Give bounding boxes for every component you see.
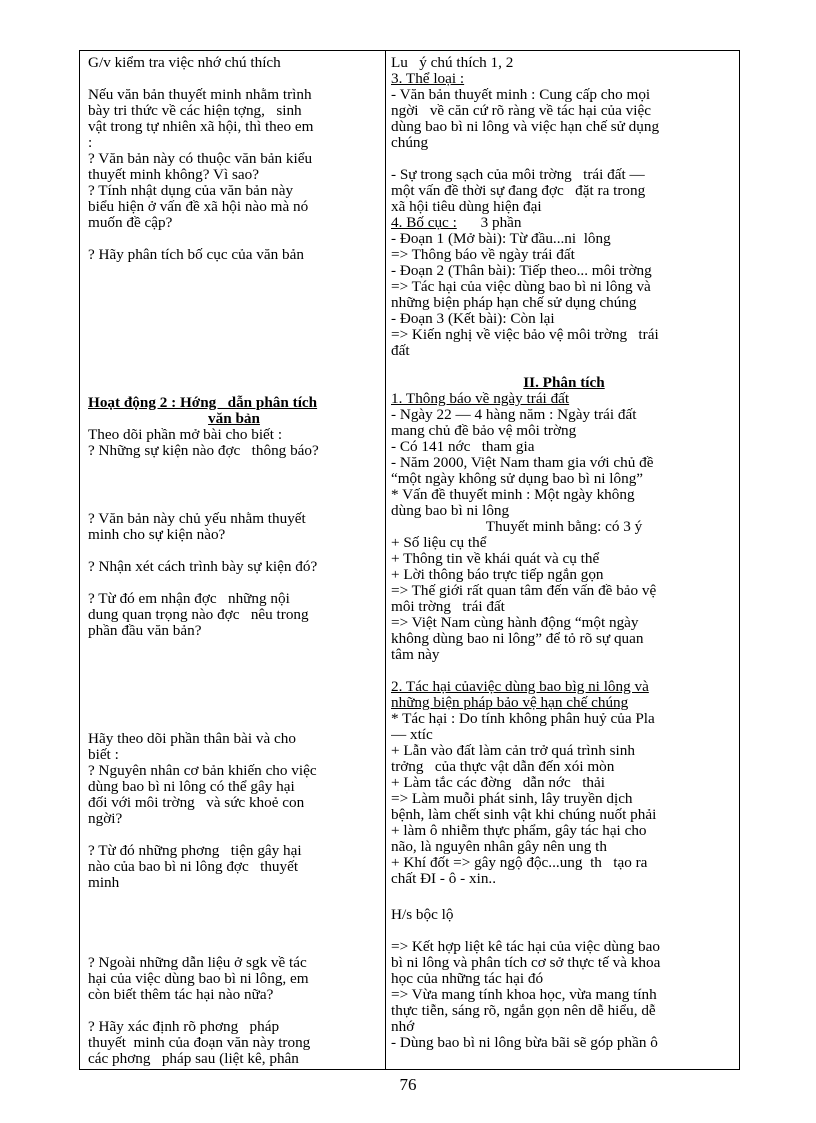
content-line: - Đoạn 2 (Thân bài): Tiếp theo... môi trờng	[391, 262, 652, 279]
teacher-question-line: ? Tính nhật dụng của văn bản này	[88, 182, 294, 199]
content-line: - Dùng bao bì ni lông bừa bãi sẽ góp phần ô	[391, 1034, 658, 1051]
content-line: => Thông báo về ngày trái đất	[391, 246, 575, 263]
content-line: - Năm 2000, Việt Nam tham gia với chủ đề	[391, 454, 654, 471]
content-line: + làm ô nhiễm thực phẩm, gây tác hại cho	[391, 822, 647, 839]
content-line: - Văn bản thuyết minh : Cung cấp cho mọi	[391, 86, 651, 103]
content-line: => Việt Nam cùng hành động “một ngày	[391, 614, 639, 631]
teacher-question-line: ? Từ đó những phơng tiện gây hại	[88, 842, 302, 859]
teacher-question-line: minh	[88, 874, 120, 891]
teacher-question-line: thuyết minh của đoạn văn này trong	[88, 1034, 311, 1051]
content-line: dùng bao bì ni lông	[391, 502, 510, 519]
content-line: => Tác hại của việc dùng bao bì ni lông và	[391, 278, 651, 295]
teacher-question-line: ngời?	[88, 810, 123, 827]
content-line: => Làm muỗi phát sinh, lây truyền dịch	[391, 790, 633, 807]
content-line: 4. Bố cục :	[391, 214, 457, 231]
teacher-question-line: Hãy theo dõi phần thân bài và cho	[88, 730, 296, 747]
content-line: dùng bao bì ni lông và việc hạn chế sử dụng	[391, 118, 660, 135]
teacher-question-line: ? Từ đó em nhận đợc những nội	[88, 590, 290, 607]
teacher-question-line: thuyết minh không? Vì sao?	[88, 166, 259, 183]
content-line: 2. Tác hại củaviệc dùng bao bìg ni lông và	[391, 678, 649, 695]
content-line: “một ngày không sử dụng bao bì ni lông”	[391, 470, 644, 487]
content-line: Lu ý chú thích 1, 2	[391, 54, 514, 71]
content-line: Thuyết minh bằng: có 3 ý	[485, 518, 643, 535]
content-line: - Ngày 22 — 4 hàng năm : Ngày trái đất	[391, 406, 637, 423]
content-line: + Lẫn vào đất làm cản trở quá trình sinh	[391, 742, 635, 759]
teacher-question-line: dung quan trọng nào đợc nêu trong	[88, 606, 309, 623]
content-line: tâm này	[391, 646, 440, 663]
content-line: xã hội tiêu dùng hiện đại	[391, 198, 542, 215]
content-line: bệnh, làm chết sinh vật khi chúng nuốt phải	[391, 806, 657, 823]
content-line: mang chủ đề bảo vệ môi trờng	[391, 422, 577, 439]
content-line: chất ĐI - ô - xin..	[391, 870, 497, 887]
teacher-question-line: hại của việc dùng bao bì ni lông, em	[88, 970, 309, 987]
teacher-question-line: ? Những sự kiện nào đợc thông báo?	[88, 442, 319, 459]
teacher-question-line: đối với môi trờng và sức khoẻ con	[88, 794, 305, 811]
teacher-question-line: ? Văn bản này có thuộc văn bản kiểu	[88, 150, 313, 167]
teacher-question-line: văn bản	[208, 410, 260, 427]
teacher-question-line: biểu hiện ở vấn đề xã hội nào mà nó	[88, 198, 309, 215]
teacher-question-line: minh cho sự kiện nào?	[88, 526, 226, 543]
teacher-question-line: ? Hãy xác định rõ phơng pháp	[88, 1018, 280, 1035]
teacher-question-line: Theo dõi phần mở bài cho biết :	[88, 426, 283, 443]
content-line: H/s bộc lộ	[391, 906, 454, 923]
content-line: - Sự trong sạch của môi trờng trái đất —	[391, 166, 645, 183]
page-number: 76	[399, 1075, 417, 1094]
lesson-content-column	[391, 51, 737, 1069]
teacher-question-line: vật trong tự nhiên xã hội, thì theo em	[88, 118, 314, 135]
content-line: - Có 141 nớc tham gia	[391, 438, 535, 455]
content-line: nhớ	[391, 1018, 415, 1035]
content-line: đất	[391, 342, 410, 359]
teacher-question-line: Nếu văn bản thuyết minh nhằm trình	[88, 86, 312, 103]
content-line: + Lời thông báo trực tiếp ngắn gọn	[391, 566, 604, 583]
content-line: những biện pháp hạn chế sử dụng chúng	[391, 294, 637, 311]
content-line: chúng	[391, 134, 429, 151]
content-line: não, là nguyên nhân gây nên ung th	[391, 838, 607, 855]
teacher-question-line: :	[88, 134, 93, 151]
content-line: những biện pháp bảo vệ hạn chế chúng	[391, 694, 629, 711]
content-line: - Đoạn 3 (Kết bài): Còn lại	[391, 310, 555, 327]
content-line: trởng của thực vật dẫn đến xói mòn	[391, 758, 615, 775]
content-line: => Vừa mang tính khoa học, vừa mang tính	[391, 986, 657, 1003]
content-line: 3. Thể loại :	[391, 70, 465, 87]
content-line: => Kiến nghị về việc bảo vệ môi trờng trái	[391, 326, 659, 343]
content-line: bì ni lông và phân tích cơ sở thực tế và khoa	[391, 954, 661, 971]
teacher-question-line: Hoạt động 2 : Hớng dẫn phân tích	[88, 394, 318, 411]
content-line: => Thế giới rất quan tâm đến vấn đề bảo vệ	[391, 582, 657, 599]
content-line: — xtíc	[391, 726, 433, 743]
content-line: * Vấn đề thuyết minh : Một ngày không	[391, 486, 635, 503]
teacher-question-line: biết :	[88, 746, 119, 763]
content-line: + Khí đốt => gây ngộ độc...ung th tạo ra	[391, 854, 648, 871]
content-line: một vấn đề thời sự đang đợc đặt ra trong	[391, 182, 646, 199]
content-line: II. Phân tích	[523, 374, 605, 391]
content-line: 3 phần	[473, 214, 522, 231]
teacher-activity-column	[88, 51, 380, 1069]
content-line: + Thông tin về khái quát và cụ thể	[391, 550, 600, 567]
lesson-table	[79, 50, 740, 1070]
content-line: 1. Thông báo về ngày trái đất	[391, 390, 570, 407]
teacher-question-line: ? Nhận xét cách trình bày sự kiện đó?	[88, 558, 318, 575]
content-line: môi trờng trái đất	[391, 598, 505, 615]
teacher-question-line: G/v kiểm tra việc nhớ chú thích	[88, 54, 281, 71]
teacher-question-line: các phơng pháp sau (liệt kê, phân	[88, 1050, 299, 1067]
content-line: ngời về căn cứ rõ ràng về tác hại của việc	[391, 102, 651, 119]
content-line: học của những tác hại đó	[391, 970, 544, 987]
teacher-question-line: ? Hãy phân tích bố cục của văn bản	[88, 246, 304, 263]
teacher-question-line: dùng bao bì ni lông có thể gây hại	[88, 778, 295, 795]
teacher-question-line: còn biết thêm tác hại nào nữa?	[88, 986, 274, 1003]
column-divider	[385, 51, 386, 1069]
teacher-question-line: ? Ngoài những dẫn liệu ở sgk về tác	[88, 954, 307, 971]
content-line: + Làm tắc các đờng dẫn nớc thải	[391, 774, 605, 791]
teacher-question-line: nào của bao bì ni lông đợc thuyết	[88, 858, 299, 875]
content-line: thực tiễn, sáng rõ, ngắn gọn nên dễ hiểu, dễ	[391, 1002, 656, 1019]
content-line: + Số liệu cụ thể	[391, 534, 487, 551]
content-line: * Tác hại : Do tính không phân huỷ của Pla	[391, 710, 655, 727]
content-line: không dùng bao ni lông” để tỏ rõ sự quan	[391, 630, 644, 647]
content-line: - Đoạn 1 (Mở bài): Từ đầu...ni lông	[391, 230, 611, 247]
teacher-question-line: phần đầu văn bản?	[88, 622, 202, 639]
content-line: => Kết hợp liệt kê tác hại của việc dùng bao	[391, 938, 660, 955]
teacher-question-line: bày tri thức về các hiện tợng, sinh	[88, 102, 302, 119]
teacher-question-line: muốn đề cập?	[88, 214, 173, 231]
teacher-question-line: ? Nguyên nhân cơ bản khiến cho việc	[88, 762, 317, 779]
teacher-question-line: ? Văn bản này chủ yếu nhằm thuyết	[88, 510, 306, 527]
